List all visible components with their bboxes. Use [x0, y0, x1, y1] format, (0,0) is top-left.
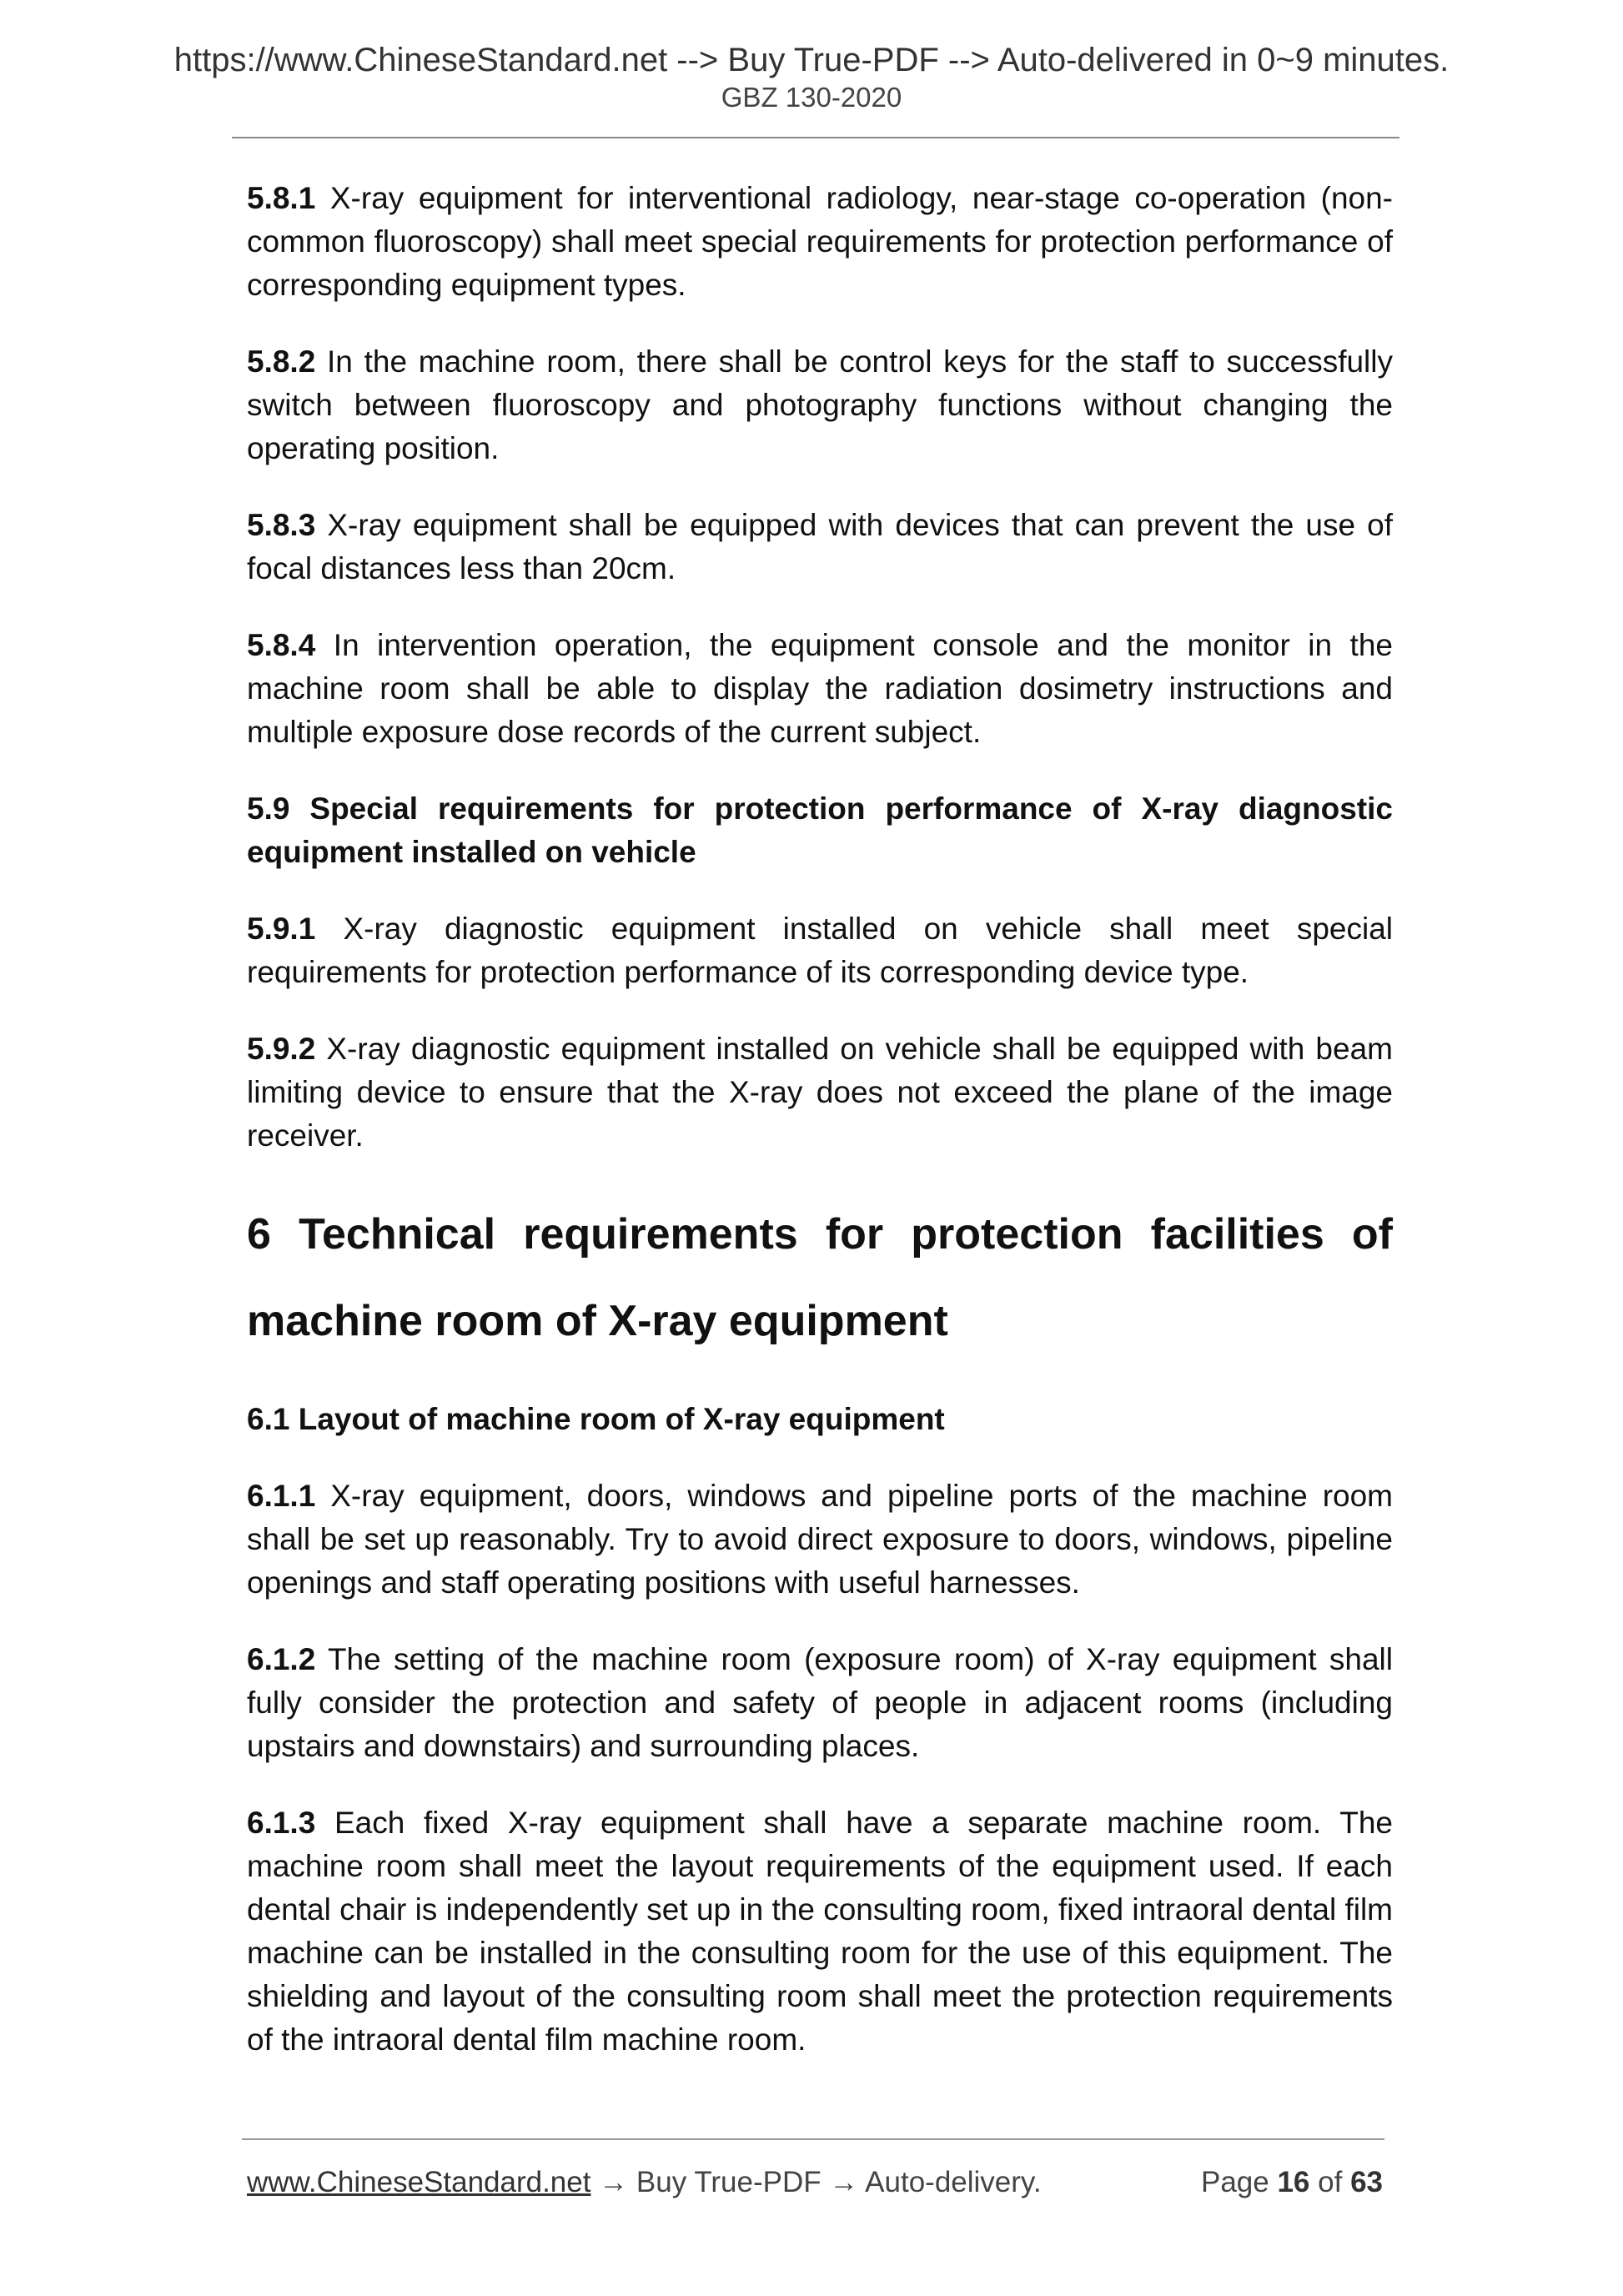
footer-divider: [242, 2138, 1384, 2140]
clause-number: 5.8.1: [247, 181, 316, 215]
clause-text: X-ray diagnostic equipment installed on vehicle shall be equipped with beam limiting device to ensure that the X-ray does not exceed the plane of the image receiver.: [247, 1032, 1393, 1153]
clause-number: 5.8.4: [247, 628, 316, 662]
footer-tagline: → Buy True-PDF → Auto-delivery.: [590, 2166, 1042, 2198]
chapter-heading-6: 6 Technical requirements for protection facilities of machine room of X-ray equipment: [247, 1210, 1393, 1345]
clause-text: X-ray equipment, doors, windows and pipeline ports of the machine room shall be set up reasonably. Try to avoid direct exposure to doors, windows, pipeline openings and staff operating positions with useful harnesses.: [247, 1479, 1393, 1600]
page-of: of: [1318, 2166, 1343, 2198]
clause-5-8-2: [247, 340, 1393, 470]
section-heading-6-1: 6.1 Layout of machine room of X-ray equipment: [247, 1402, 945, 1436]
clause-5-8-4: [247, 624, 1393, 754]
clause-5-8-3: [247, 504, 1393, 590]
clause-6-1-1: [247, 1475, 1393, 1605]
clause-6-1-2: [247, 1638, 1393, 1768]
clause-5-8-1: [247, 177, 1393, 307]
subsection-heading-5-9: 5.9 Special requirements for protection performance of X-ray diagnostic equipment installed on vehicle: [247, 791, 1393, 869]
clause-6-1-3: [247, 1801, 1393, 2062]
document-body: [247, 177, 1393, 2095]
standard-code: GBZ 130-2020: [721, 82, 902, 113]
clause-text: Each fixed X-ray equipment shall have a separate machine room. The machine room shall meet the layout requirements of the equipment used. If each dental chair is independently set up in the consulting room, fixed intraoral dental film machine can be installed in the consulting room for the use of this equipment. The shielding and layout of the consulting room shall meet the protection requirements of the intraoral dental film machine room.: [247, 1806, 1393, 2057]
clause-text: In intervention operation, the equipment console and the monitor in the machine room shall be able to display the radiation dosimetry instructions and multiple exposure dose records of the current subject.: [247, 628, 1393, 749]
top-banner: https://www.ChineseStandard.net --> Buy True-PDF --> Auto-delivered in 0~9 minutes.: [173, 42, 1450, 78]
clause-number: 5.9.2: [247, 1032, 316, 1066]
clause-text: X-ray equipment shall be equipped with devices that can prevent the use of focal distances less than 20cm.: [247, 508, 1393, 585]
clause-text: X-ray diagnostic equipment installed on vehicle shall meet special requirements for protection performance of its corresponding device type.: [247, 912, 1393, 989]
clause-text: X-ray equipment for interventional radiology, near-stage co-operation (non-common fluoroscopy) shall meet special requirements for protection performance of corresponding equipment types.: [247, 181, 1393, 302]
footer-site-link[interactable]: www.ChineseStandard.net: [247, 2166, 591, 2198]
clause-text: The setting of the machine room (exposure room) of X-ray equipment shall fully consider the protection and safety of people in adjacent rooms (including upstairs and downstairs) and surrounding places.: [247, 1642, 1393, 1763]
clause-number: 6.1.1: [247, 1479, 316, 1513]
clause-5-9-2: [247, 1027, 1393, 1158]
clause-number: 5.9.1: [247, 912, 316, 946]
page-total: 63: [1350, 2166, 1383, 2198]
page-indicator: [1201, 2165, 1383, 2200]
page-label: Page: [1200, 2166, 1269, 2198]
clause-number: 6.1.3: [247, 1806, 316, 1840]
clause-number: 6.1.2: [247, 1642, 316, 1676]
header-divider: [232, 137, 1399, 138]
page-current: 16: [1277, 2166, 1310, 2198]
clause-number: 5.8.3: [247, 508, 316, 542]
page-footer: [247, 2165, 1383, 2200]
clause-5-9-1: [247, 907, 1393, 994]
clause-text: In the machine room, there shall be control keys for the staff to successfully switch between fluoroscopy and photography functions without changing the operating position.: [247, 344, 1393, 465]
clause-number: 5.8.2: [247, 344, 316, 379]
